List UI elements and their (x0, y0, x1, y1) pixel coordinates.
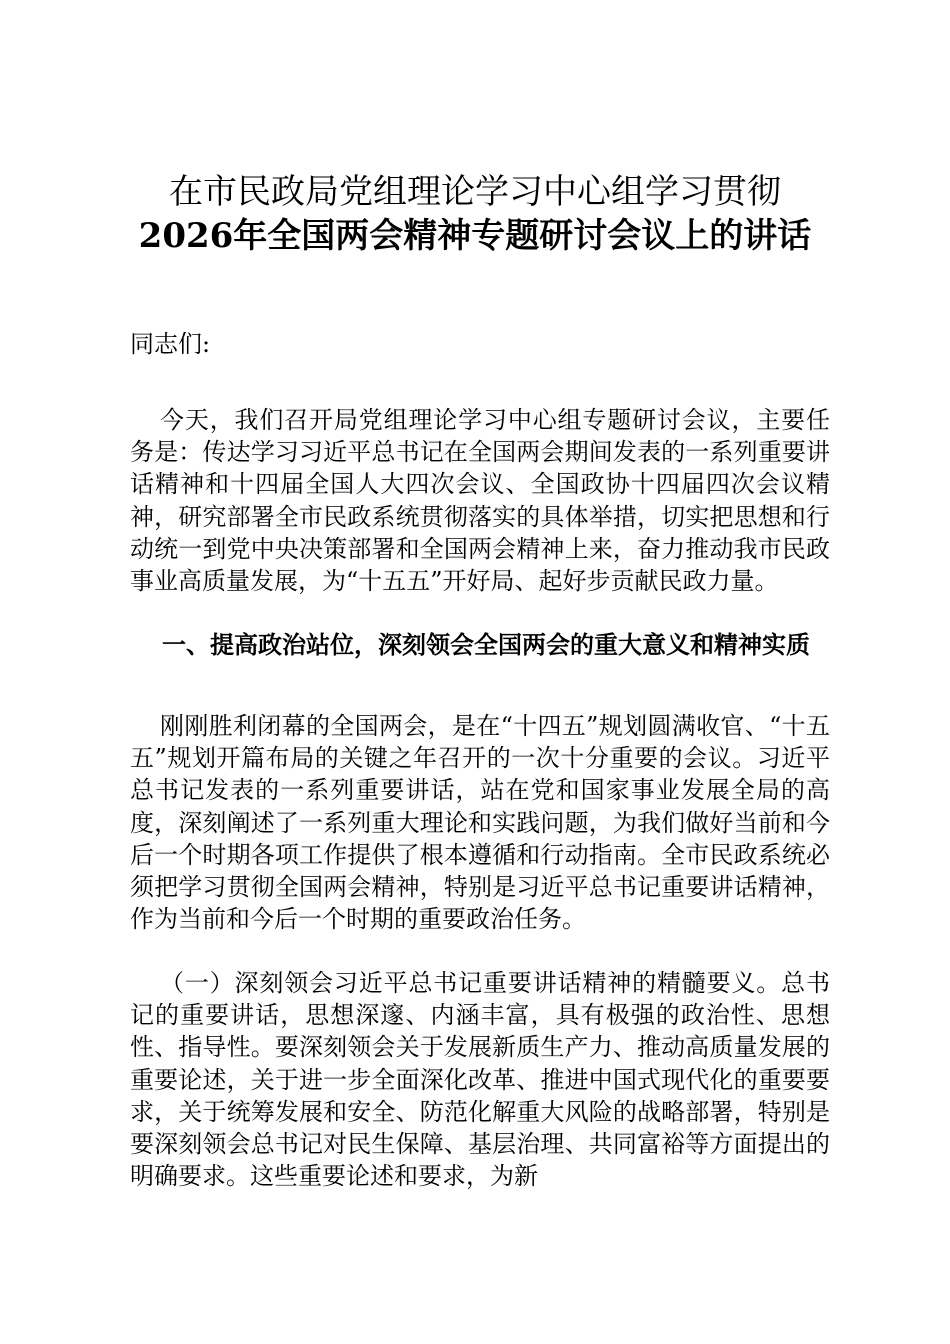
paragraph-section-1: 刚刚胜利闭幕的全国两会，是在“十四五”规划圆满收官、“十五五”规划开篇布局的关键之年召开的一次十分重要的会议。习近平总书记发表的一系列重要讲话，站在党和国家事业发展全局的高度，深刻阐述了一系列重大理论和实践问题，为我们做好当前和今后一个时期各项工作提供了根本遵循和行动指南。全市民政系统必须把学习贯彻全国两会精神，特别是习近平总书记重要讲话精神，作为当前和今后一个时期的重要政治任务。 (130, 712, 830, 934)
paragraph-subsection-1: （一）深刻领会习近平总书记重要讲话精神的精髓要义。总书记的重要讲话，思想深邃、内涵丰富，具有极强的政治性、思想性、指导性。要深刻领会关于发展新质生产力、推动高质量发展的重要论述，关于进一步全面深化改革、推进中国式现代化的重要要求，关于统筹发展和安全、防范化解重大风险的战略部署，特别是要深刻领会总书记对民生保障、基层治理、共同富裕等方面提出的明确要求。这些重要论述和要求，为新 (130, 969, 830, 1191)
section-heading-1: 一、提高政治站位，深刻领会全国两会的重大意义和精神实质 (162, 630, 810, 659)
paragraph-intro: 今天，我们召开局党组理论学习中心组专题研讨会议，主要任务是：传达学习习近平总书记在全国两会期间发表的一系列重要讲话精神和十四届全国人大四次会议、全国政协十四届四次会议精神，研究部署全市民政系统贯彻落实的具体举措，切实把思想和行动统一到党中央决策部署和全国两会精神上来，奋力推动我市民政事业高质量发展，为“十五五”开好局、起好步贡献民政力量。 (130, 406, 830, 596)
title-line-2: 2026年全国两会精神专题研讨会议上的讲话 (138, 216, 812, 256)
title-line-1: 在市民政局党组理论学习中心组学习贯彻 (169, 172, 781, 212)
document-title (120, 170, 830, 258)
salutation: 同志们: (130, 330, 211, 358)
